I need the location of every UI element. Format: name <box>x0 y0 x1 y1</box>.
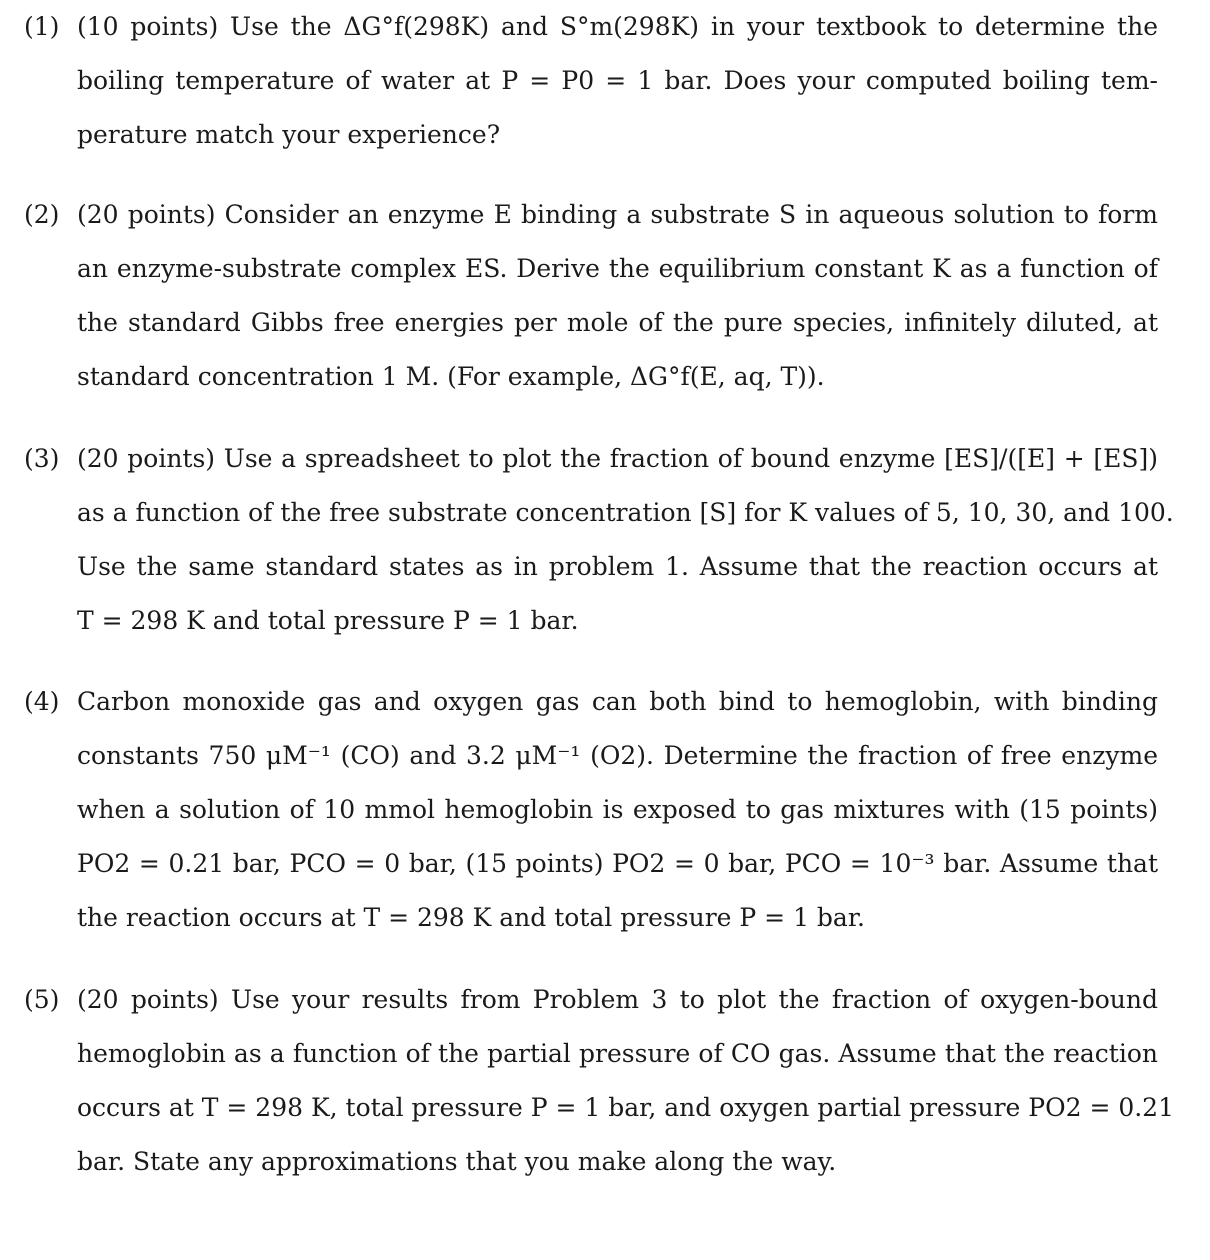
problem-line: as a function of the free substrate concentration [S] for K values of 5, 10, 30, and 100. <box>77 498 1174 527</box>
problem-line: PO2 = 0.21 bar, PCO = 0 bar, (15 points) PO2 = 0 bar, PCO = 10⁻³ bar. Assume that <box>77 849 1158 878</box>
problem-line: constants 750 μM⁻¹ (CO) and 3.2 μM⁻¹ (O2). Determine the fraction of free enzyme <box>77 741 1158 770</box>
problem-line: (20 points) Consider an enzyme E binding a substrate S in aqueous solution to form <box>77 200 1158 229</box>
problem-line: T = 298 K and total pressure P = 1 bar. <box>77 606 579 635</box>
problem-line: the reaction occurs at T = 298 K and total pressure P = 1 bar. <box>77 903 865 932</box>
problem-line: when a solution of 10 mmol hemoglobin is exposed to gas mixtures with (15 points) <box>77 795 1158 824</box>
problem-number: (4) <box>24 687 60 716</box>
problem-line: an enzyme-substrate complex ES. Derive the equilibrium constant K as a function of <box>77 254 1158 283</box>
problem-line: occurs at T = 298 K, total pressure P = 1 bar, and oxygen partial pressure PO2 = 0.21 <box>77 1093 1174 1122</box>
problem-line: (10 points) Use the ΔG°f(298K) and S°m(298K) in your textbook to determine the <box>77 12 1158 41</box>
problem-number: (5) <box>24 985 60 1014</box>
problem-line: standard concentration 1 M. (For example, ΔG°f(E, aq, T)). <box>77 362 825 391</box>
problem-line: (20 points) Use a spreadsheet to plot the fraction of bound enzyme [ES]/([E] + [ES]) <box>77 444 1158 473</box>
problem-line: bar. State any approximations that you make along the way. <box>77 1147 837 1176</box>
problem-line: perature match your experience? <box>77 120 501 149</box>
problem-line: boiling temperature of water at P = P0 = 1 bar. Does your computed boiling tem- <box>77 66 1158 95</box>
problem-line: (20 points) Use your results from Problem 3 to plot the fraction of oxygen-bound <box>77 985 1158 1014</box>
problem-number: (2) <box>24 200 60 229</box>
problem-line: Use the same standard states as in problem 1. Assume that the reaction occurs at <box>77 552 1158 581</box>
problem-line: Carbon monoxide gas and oxygen gas can both bind to hemoglobin, with binding <box>77 687 1158 716</box>
problem-line: hemoglobin as a function of the partial pressure of CO gas. Assume that the reaction <box>77 1039 1158 1068</box>
problem-number: (3) <box>24 444 60 473</box>
problem-number: (1) <box>24 12 60 41</box>
problem-line: the standard Gibbs free energies per mole of the pure species, infinitely diluted, at <box>77 308 1158 337</box>
